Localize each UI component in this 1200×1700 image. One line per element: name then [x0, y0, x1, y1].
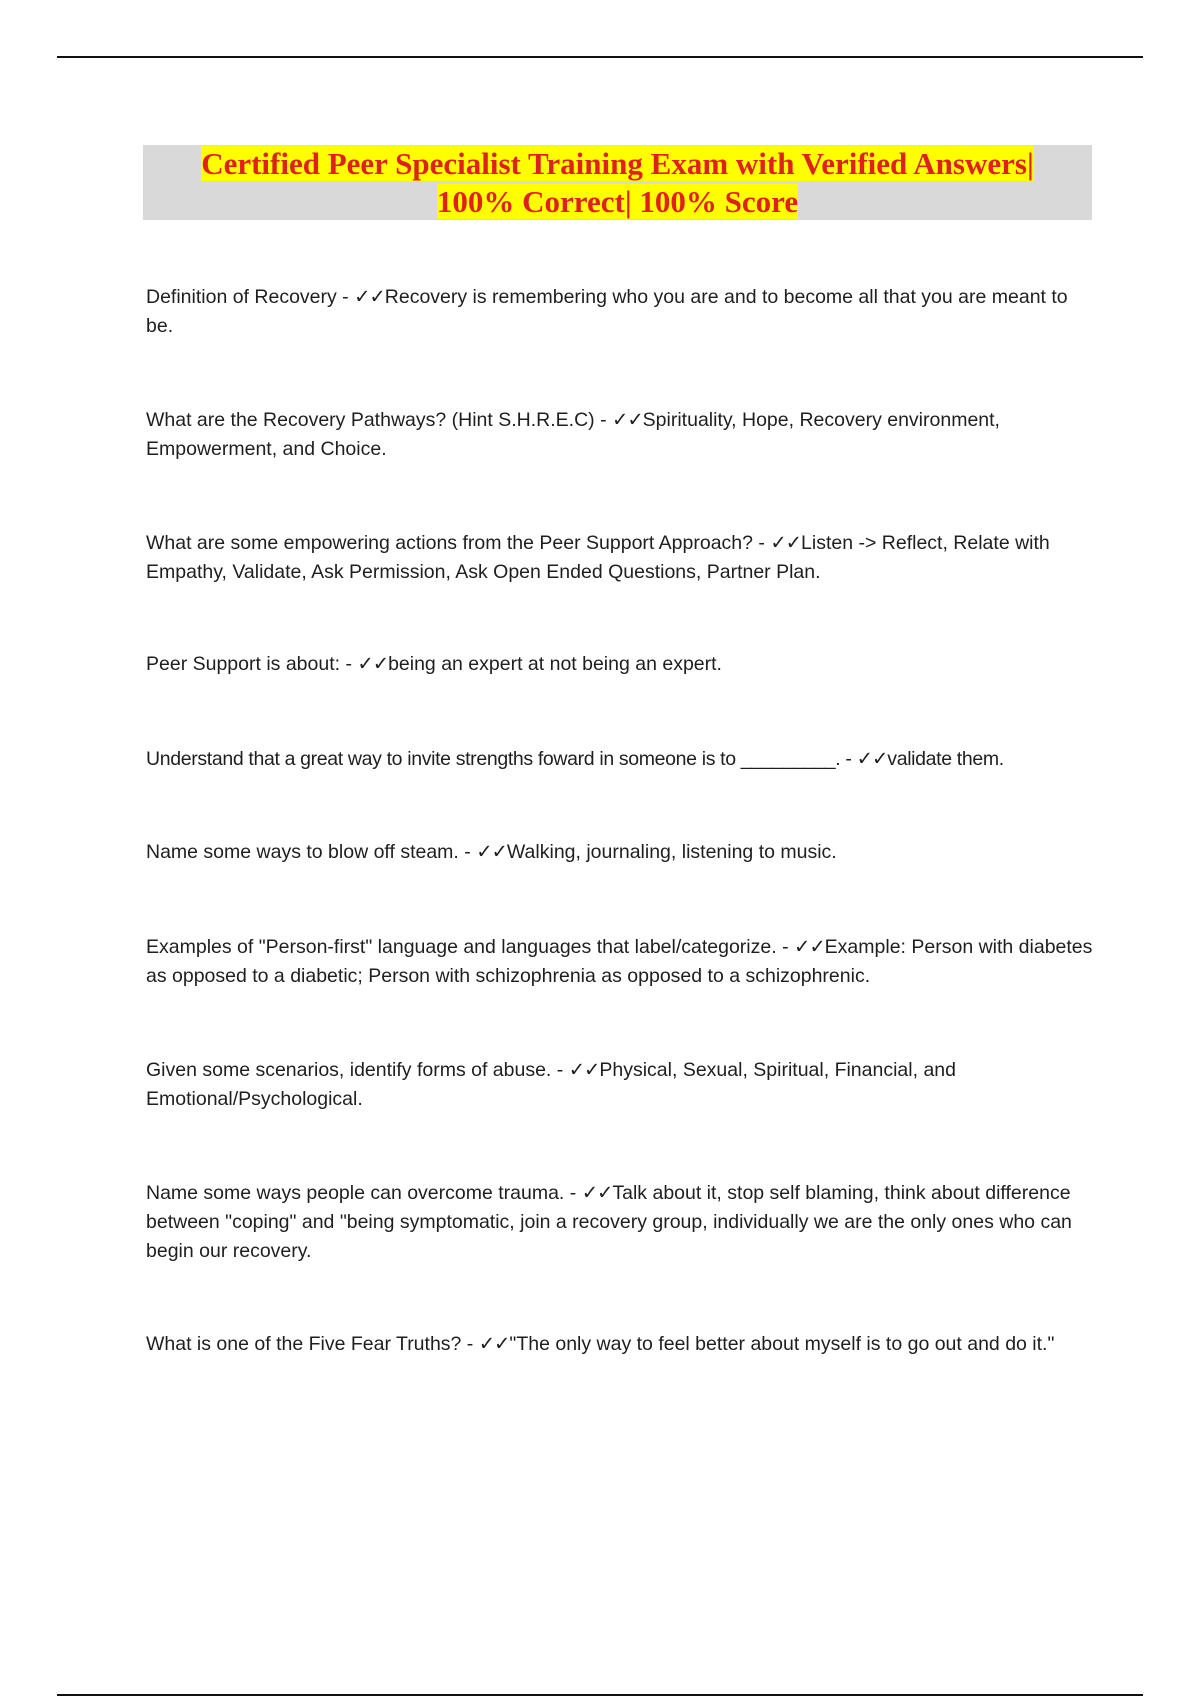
answer-text: Listen -> Reflect, Relate with Empathy, Validate, Ask Permission, Ask Open Ended Questions, Partner Plan. — [146, 532, 1050, 583]
check-icon: ✓✓ — [354, 286, 385, 308]
check-icon: ✓✓ — [357, 653, 389, 675]
answer-text: Talk about it, stop self blaming, think about difference between "coping" and "being symptomatic, join a recovery group, individually we are the only ones who can begin our recovery. — [146, 1182, 1072, 1262]
check-icon: ✓✓ — [856, 748, 888, 770]
qa-item — [146, 1179, 1096, 1266]
answer-text: Walking, journaling, listening to music. — [506, 841, 837, 863]
question-text: Given some scenarios, identify forms of abuse. - — [146, 1059, 569, 1081]
qa-item — [146, 283, 1096, 341]
question-text: What are some empowering actions from the Peer Support Approach? - — [146, 532, 771, 554]
check-icon: ✓✓ — [793, 936, 825, 958]
document-title — [168, 145, 1068, 221]
qa-item — [146, 1330, 1096, 1359]
question-text: Name some ways people can overcome trauma. - — [146, 1182, 582, 1204]
answer-text: Example: Person with diabetes as opposed to a diabetic; Person with schizophrenia as opposed to a schizophrenic. — [146, 936, 1093, 987]
check-icon: ✓✓ — [478, 1333, 510, 1355]
question-text: What are the Recovery Pathways? (Hint S.H.R.E.C) - — [146, 409, 612, 431]
question-text: Definition of Recovery - — [146, 286, 355, 308]
check-icon: ✓✓ — [611, 409, 643, 431]
check-icon: ✓✓ — [476, 841, 507, 863]
answer-text: Recovery is remembering who you are and to become all that you are meant to be. — [146, 286, 1068, 337]
qa-item — [146, 406, 1096, 464]
question-text: Understand that a great way to invite strengths foward in someone is to _________. - — [146, 748, 857, 770]
answer-text: being an expert at not being an expert. — [388, 653, 722, 675]
answer-text: Spirituality, Hope, Recovery environment, Empowerment, and Choice. — [146, 409, 1000, 460]
question-text: Name some ways to blow off steam. - — [146, 841, 477, 863]
check-icon: ✓✓ — [770, 532, 802, 554]
answer-text: "The only way to feel better about myself is to go out and do it." — [509, 1333, 1055, 1355]
check-icon: ✓✓ — [581, 1182, 613, 1204]
qa-item — [146, 1056, 1096, 1114]
footer-rule — [57, 1694, 1143, 1696]
title-line-1: Certified Peer Specialist Training Exam with Verified Answers| — [201, 145, 1034, 181]
answer-text: validate them. — [887, 748, 1004, 770]
question-text: What is one of the Five Fear Truths? - — [146, 1333, 479, 1355]
qa-item — [146, 529, 1096, 587]
header-rule — [57, 56, 1143, 58]
qa-item — [146, 933, 1096, 991]
title-banner — [143, 145, 1092, 220]
answer-text: Physical, Sexual, Spiritual, Financial, and Emotional/Psychological. — [146, 1059, 956, 1110]
question-text: Examples of "Person-first" language and languages that label/categorize. - — [146, 936, 794, 958]
qa-item — [146, 650, 1096, 679]
qa-item — [146, 838, 1096, 867]
check-icon: ✓✓ — [568, 1059, 600, 1081]
qa-item — [146, 745, 1106, 774]
title-line-2: 100% Correct| 100% Score — [436, 183, 799, 219]
question-text: Peer Support is about: - — [146, 653, 358, 675]
